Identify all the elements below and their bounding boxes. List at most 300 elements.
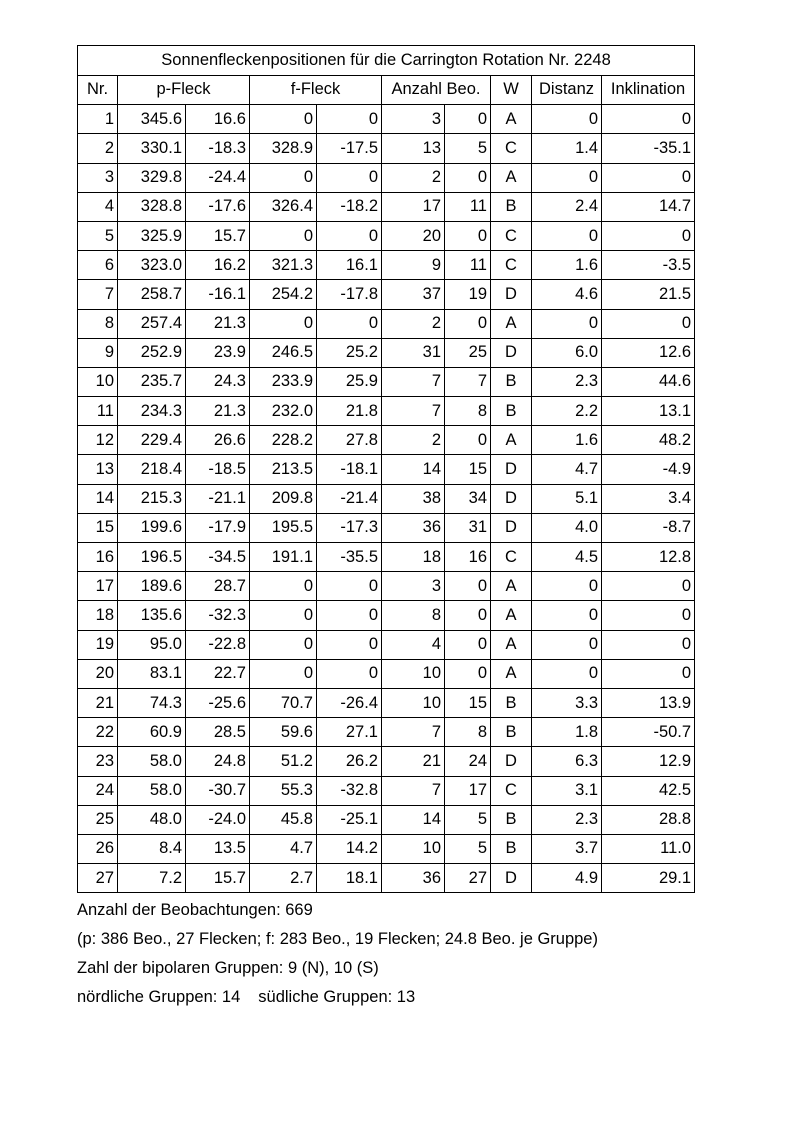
cell-f-lon: 70.7	[250, 688, 317, 717]
cell-w-class: D	[491, 338, 532, 367]
cell-count-p: 3	[382, 572, 445, 601]
cell-f-lat: 18.1	[317, 864, 382, 893]
cell-nr: 1	[78, 105, 118, 134]
table-row	[78, 776, 695, 805]
cell-inklination: -3.5	[602, 251, 695, 280]
cell-count-f: 16	[445, 543, 491, 572]
cell-nr: 11	[78, 397, 118, 426]
cell-p-lat: -17.6	[186, 192, 250, 221]
cell-nr: 12	[78, 426, 118, 455]
cell-count-f: 0	[445, 630, 491, 659]
cell-p-lat: -16.1	[186, 280, 250, 309]
cell-distanz: 3.3	[532, 688, 602, 717]
cell-p-lat: 15.7	[186, 221, 250, 250]
cell-p-lon: 58.0	[118, 747, 186, 776]
cell-distanz: 3.7	[532, 834, 602, 863]
cell-distanz: 0	[532, 572, 602, 601]
cell-distanz: 4.9	[532, 864, 602, 893]
cell-f-lon: 254.2	[250, 280, 317, 309]
cell-f-lon: 0	[250, 601, 317, 630]
cell-p-lat: 23.9	[186, 338, 250, 367]
sunspot-table-sheet	[77, 45, 694, 1012]
cell-p-lon: 7.2	[118, 864, 186, 893]
header-p-fleck: p-Fleck	[118, 75, 250, 105]
cell-w-class: A	[491, 163, 532, 192]
cell-count-p: 31	[382, 338, 445, 367]
cell-w-class: D	[491, 513, 532, 542]
cell-p-lat: -21.1	[186, 484, 250, 513]
cell-f-lat: 26.2	[317, 747, 382, 776]
cell-p-lon: 330.1	[118, 134, 186, 163]
cell-p-lat: 16.2	[186, 251, 250, 280]
cell-p-lon: 135.6	[118, 601, 186, 630]
cell-f-lat: 27.1	[317, 718, 382, 747]
cell-w-class: D	[491, 280, 532, 309]
cell-f-lat: -17.8	[317, 280, 382, 309]
cell-p-lon: 60.9	[118, 718, 186, 747]
cell-distanz: 0	[532, 105, 602, 134]
table-row	[78, 134, 695, 163]
cell-inklination: 48.2	[602, 426, 695, 455]
cell-w-class: B	[491, 834, 532, 863]
table-row	[78, 572, 695, 601]
cell-count-p: 10	[382, 659, 445, 688]
cell-w-class: B	[491, 367, 532, 396]
cell-count-f: 5	[445, 134, 491, 163]
cell-distanz: 6.0	[532, 338, 602, 367]
cell-count-p: 36	[382, 864, 445, 893]
cell-p-lon: 196.5	[118, 543, 186, 572]
cell-inklination: 11.0	[602, 834, 695, 863]
cell-f-lon: 0	[250, 572, 317, 601]
cell-f-lat: 16.1	[317, 251, 382, 280]
cell-inklination: 0	[602, 163, 695, 192]
cell-count-f: 27	[445, 864, 491, 893]
cell-distanz: 5.1	[532, 484, 602, 513]
cell-count-f: 0	[445, 221, 491, 250]
cell-p-lon: 229.4	[118, 426, 186, 455]
header-w: W	[491, 75, 532, 105]
table-row	[78, 747, 695, 776]
cell-distanz: 2.3	[532, 805, 602, 834]
cell-count-f: 8	[445, 718, 491, 747]
cell-count-f: 24	[445, 747, 491, 776]
cell-nr: 25	[78, 805, 118, 834]
cell-f-lon: 328.9	[250, 134, 317, 163]
cell-f-lon: 228.2	[250, 426, 317, 455]
cell-f-lat: -18.2	[317, 192, 382, 221]
cell-f-lat: -21.4	[317, 484, 382, 513]
cell-distanz: 1.6	[532, 426, 602, 455]
cell-nr: 15	[78, 513, 118, 542]
cell-count-p: 3	[382, 105, 445, 134]
cell-p-lon: 74.3	[118, 688, 186, 717]
cell-inklination: 42.5	[602, 776, 695, 805]
table-row	[78, 163, 695, 192]
cell-inklination: 12.9	[602, 747, 695, 776]
cell-count-f: 0	[445, 601, 491, 630]
cell-nr: 8	[78, 309, 118, 338]
cell-p-lon: 8.4	[118, 834, 186, 863]
cell-f-lon: 191.1	[250, 543, 317, 572]
cell-w-class: B	[491, 192, 532, 221]
cell-p-lat: 21.3	[186, 397, 250, 426]
cell-nr: 17	[78, 572, 118, 601]
cell-count-p: 14	[382, 455, 445, 484]
cell-count-f: 0	[445, 572, 491, 601]
cell-f-lon: 326.4	[250, 192, 317, 221]
cell-p-lat: 15.7	[186, 864, 250, 893]
cell-inklination: 21.5	[602, 280, 695, 309]
cell-f-lon: 0	[250, 163, 317, 192]
cell-p-lon: 215.3	[118, 484, 186, 513]
cell-inklination: 12.8	[602, 543, 695, 572]
cell-distanz: 0	[532, 630, 602, 659]
cell-f-lon: 0	[250, 630, 317, 659]
cell-p-lon: 58.0	[118, 776, 186, 805]
table-row	[78, 805, 695, 834]
cell-distanz: 4.0	[532, 513, 602, 542]
cell-nr: 23	[78, 747, 118, 776]
cell-inklination: 0	[602, 309, 695, 338]
cell-f-lat: 21.8	[317, 397, 382, 426]
cell-distanz: 1.8	[532, 718, 602, 747]
cell-p-lat: -25.6	[186, 688, 250, 717]
cell-w-class: A	[491, 105, 532, 134]
cell-f-lon: 55.3	[250, 776, 317, 805]
header-row	[78, 75, 695, 105]
cell-nr: 2	[78, 134, 118, 163]
cell-w-class: D	[491, 864, 532, 893]
cell-distanz: 6.3	[532, 747, 602, 776]
table-row	[78, 484, 695, 513]
cell-w-class: A	[491, 630, 532, 659]
cell-p-lat: 22.7	[186, 659, 250, 688]
cell-distanz: 0	[532, 309, 602, 338]
cell-count-p: 4	[382, 630, 445, 659]
cell-p-lat: -32.3	[186, 601, 250, 630]
cell-w-class: B	[491, 718, 532, 747]
cell-distanz: 4.7	[532, 455, 602, 484]
cell-p-lat: -24.4	[186, 163, 250, 192]
table-row	[78, 251, 695, 280]
cell-p-lat: 24.3	[186, 367, 250, 396]
cell-inklination: 13.1	[602, 397, 695, 426]
table-row	[78, 513, 695, 542]
header-nr: Nr.	[78, 75, 118, 105]
cell-distanz: 0	[532, 221, 602, 250]
table-row	[78, 834, 695, 863]
note-observation-breakdown: (p: 386 Beo., 27 Flecken; f: 283 Beo., 19 Flecken; 24.8 Beo. je Gruppe)	[77, 930, 598, 949]
cell-f-lat: -17.5	[317, 134, 382, 163]
cell-distanz: 3.1	[532, 776, 602, 805]
cell-count-p: 7	[382, 367, 445, 396]
cell-p-lon: 83.1	[118, 659, 186, 688]
cell-distanz: 0	[532, 659, 602, 688]
cell-count-f: 0	[445, 309, 491, 338]
cell-f-lat: -17.3	[317, 513, 382, 542]
note-southern-groups: südliche Gruppen: 13	[258, 988, 416, 1007]
cell-f-lat: 0	[317, 601, 382, 630]
cell-count-p: 17	[382, 192, 445, 221]
cell-inklination: 0	[602, 572, 695, 601]
table-row	[78, 688, 695, 717]
cell-distanz: 2.4	[532, 192, 602, 221]
cell-distanz: 1.4	[532, 134, 602, 163]
table-row	[78, 455, 695, 484]
cell-f-lat: 0	[317, 309, 382, 338]
cell-p-lon: 48.0	[118, 805, 186, 834]
cell-w-class: D	[491, 455, 532, 484]
cell-count-f: 31	[445, 513, 491, 542]
cell-f-lon: 213.5	[250, 455, 317, 484]
cell-f-lon: 246.5	[250, 338, 317, 367]
table-row	[78, 601, 695, 630]
cell-count-p: 36	[382, 513, 445, 542]
cell-inklination: -50.7	[602, 718, 695, 747]
cell-inklination: 0	[602, 105, 695, 134]
cell-count-f: 5	[445, 834, 491, 863]
cell-f-lon: 51.2	[250, 747, 317, 776]
cell-w-class: B	[491, 397, 532, 426]
cell-count-f: 11	[445, 251, 491, 280]
cell-f-lat: -25.1	[317, 805, 382, 834]
note-northern-groups: nördliche Gruppen: 14	[77, 988, 241, 1007]
cell-p-lat: 28.5	[186, 718, 250, 747]
cell-p-lon: 328.8	[118, 192, 186, 221]
cell-p-lat: 13.5	[186, 834, 250, 863]
cell-count-p: 10	[382, 688, 445, 717]
cell-f-lon: 2.7	[250, 864, 317, 893]
cell-distanz: 0	[532, 601, 602, 630]
cell-distanz: 2.2	[532, 397, 602, 426]
cell-inklination: 3.4	[602, 484, 695, 513]
cell-inklination: -4.9	[602, 455, 695, 484]
cell-count-f: 0	[445, 163, 491, 192]
table-title: Sonnenfleckenpositionen für die Carrington Rotation Nr. 2248	[78, 46, 695, 76]
cell-count-p: 14	[382, 805, 445, 834]
cell-p-lon: 329.8	[118, 163, 186, 192]
cell-p-lon: 234.3	[118, 397, 186, 426]
cell-w-class: B	[491, 688, 532, 717]
cell-count-p: 21	[382, 747, 445, 776]
cell-f-lon: 0	[250, 659, 317, 688]
cell-w-class: A	[491, 601, 532, 630]
cell-count-f: 11	[445, 192, 491, 221]
cell-p-lat: -18.3	[186, 134, 250, 163]
cell-f-lat: 0	[317, 221, 382, 250]
cell-f-lon: 195.5	[250, 513, 317, 542]
cell-count-f: 5	[445, 805, 491, 834]
cell-count-p: 8	[382, 601, 445, 630]
cell-p-lat: 24.8	[186, 747, 250, 776]
cell-p-lat: -30.7	[186, 776, 250, 805]
cell-inklination: 12.6	[602, 338, 695, 367]
cell-count-p: 7	[382, 397, 445, 426]
note-total-observations: Anzahl der Beobachtungen: 669	[77, 901, 313, 920]
header-anzahl-beo: Anzahl Beo.	[382, 75, 491, 105]
cell-count-p: 9	[382, 251, 445, 280]
cell-f-lon: 0	[250, 309, 317, 338]
cell-p-lon: 95.0	[118, 630, 186, 659]
cell-p-lon: 218.4	[118, 455, 186, 484]
cell-inklination: 29.1	[602, 864, 695, 893]
cell-count-f: 15	[445, 688, 491, 717]
cell-count-p: 2	[382, 426, 445, 455]
cell-w-class: A	[491, 426, 532, 455]
cell-count-p: 18	[382, 543, 445, 572]
cell-nr: 24	[78, 776, 118, 805]
cell-distanz: 0	[532, 163, 602, 192]
cell-count-f: 15	[445, 455, 491, 484]
cell-count-p: 13	[382, 134, 445, 163]
cell-p-lat: 28.7	[186, 572, 250, 601]
cell-p-lon: 189.6	[118, 572, 186, 601]
cell-f-lat: -32.8	[317, 776, 382, 805]
cell-p-lon: 257.4	[118, 309, 186, 338]
cell-nr: 5	[78, 221, 118, 250]
cell-count-f: 25	[445, 338, 491, 367]
table-row	[78, 105, 695, 134]
cell-p-lon: 235.7	[118, 367, 186, 396]
cell-count-f: 0	[445, 659, 491, 688]
cell-w-class: C	[491, 776, 532, 805]
cell-inklination: 14.7	[602, 192, 695, 221]
cell-inklination: 44.6	[602, 367, 695, 396]
cell-distanz: 4.5	[532, 543, 602, 572]
cell-p-lat: -18.5	[186, 455, 250, 484]
cell-f-lat: 0	[317, 572, 382, 601]
cell-p-lat: 21.3	[186, 309, 250, 338]
table-row	[78, 192, 695, 221]
header-inklination: Inklination	[602, 75, 695, 105]
cell-p-lat: -22.8	[186, 630, 250, 659]
table-row	[78, 543, 695, 572]
note-bipolar-groups: Zahl der bipolaren Gruppen: 9 (N), 10 (S)	[77, 959, 379, 978]
cell-f-lon: 59.6	[250, 718, 317, 747]
cell-nr: 21	[78, 688, 118, 717]
cell-nr: 6	[78, 251, 118, 280]
cell-nr: 18	[78, 601, 118, 630]
cell-count-f: 8	[445, 397, 491, 426]
cell-nr: 16	[78, 543, 118, 572]
cell-w-class: A	[491, 572, 532, 601]
cell-f-lat: -35.5	[317, 543, 382, 572]
cell-p-lon: 345.6	[118, 105, 186, 134]
cell-inklination: 0	[602, 221, 695, 250]
cell-f-lon: 209.8	[250, 484, 317, 513]
cell-f-lat: 25.2	[317, 338, 382, 367]
header-f-fleck: f-Fleck	[250, 75, 382, 105]
cell-nr: 27	[78, 864, 118, 893]
cell-w-class: B	[491, 805, 532, 834]
cell-count-f: 0	[445, 105, 491, 134]
table-row	[78, 309, 695, 338]
table-row	[78, 864, 695, 893]
cell-nr: 4	[78, 192, 118, 221]
cell-distanz: 2.3	[532, 367, 602, 396]
cell-w-class: A	[491, 309, 532, 338]
table-row	[78, 718, 695, 747]
cell-p-lat: 16.6	[186, 105, 250, 134]
cell-w-class: D	[491, 747, 532, 776]
sunspot-table	[77, 45, 695, 893]
note-hemisphere-groups	[77, 983, 694, 1012]
cell-p-lon: 323.0	[118, 251, 186, 280]
cell-inklination: 0	[602, 630, 695, 659]
cell-w-class: C	[491, 543, 532, 572]
cell-nr: 13	[78, 455, 118, 484]
table-row	[78, 367, 695, 396]
cell-count-p: 7	[382, 776, 445, 805]
cell-nr: 20	[78, 659, 118, 688]
cell-inklination: 13.9	[602, 688, 695, 717]
cell-nr: 3	[78, 163, 118, 192]
cell-f-lon: 232.0	[250, 397, 317, 426]
cell-count-p: 2	[382, 309, 445, 338]
cell-count-f: 0	[445, 426, 491, 455]
header-distanz: Distanz	[532, 75, 602, 105]
cell-w-class: C	[491, 251, 532, 280]
cell-inklination: 28.8	[602, 805, 695, 834]
cell-p-lon: 258.7	[118, 280, 186, 309]
cell-f-lat: 0	[317, 163, 382, 192]
cell-nr: 14	[78, 484, 118, 513]
cell-distanz: 1.6	[532, 251, 602, 280]
cell-nr: 10	[78, 367, 118, 396]
cell-f-lat: 0	[317, 105, 382, 134]
cell-w-class: D	[491, 484, 532, 513]
cell-p-lat: 26.6	[186, 426, 250, 455]
cell-nr: 22	[78, 718, 118, 747]
cell-w-class: C	[491, 134, 532, 163]
table-row	[78, 338, 695, 367]
cell-f-lat: 0	[317, 630, 382, 659]
cell-f-lon: 45.8	[250, 805, 317, 834]
cell-p-lat: -17.9	[186, 513, 250, 542]
cell-count-p: 10	[382, 834, 445, 863]
cell-p-lon: 252.9	[118, 338, 186, 367]
table-row	[78, 659, 695, 688]
cell-count-p: 2	[382, 163, 445, 192]
cell-f-lat: 25.9	[317, 367, 382, 396]
cell-f-lon: 4.7	[250, 834, 317, 863]
cell-nr: 9	[78, 338, 118, 367]
cell-inklination: -35.1	[602, 134, 695, 163]
cell-f-lon: 0	[250, 221, 317, 250]
table-row	[78, 280, 695, 309]
cell-f-lat: 14.2	[317, 834, 382, 863]
cell-f-lon: 0	[250, 105, 317, 134]
table-row	[78, 397, 695, 426]
table-row	[78, 221, 695, 250]
cell-f-lon: 321.3	[250, 251, 317, 280]
cell-p-lon: 199.6	[118, 513, 186, 542]
cell-f-lat: -18.1	[317, 455, 382, 484]
cell-nr: 19	[78, 630, 118, 659]
cell-nr: 26	[78, 834, 118, 863]
cell-count-f: 34	[445, 484, 491, 513]
cell-count-p: 20	[382, 221, 445, 250]
cell-inklination: -8.7	[602, 513, 695, 542]
cell-distanz: 4.6	[532, 280, 602, 309]
cell-count-p: 38	[382, 484, 445, 513]
cell-count-f: 19	[445, 280, 491, 309]
cell-count-p: 37	[382, 280, 445, 309]
cell-inklination: 0	[602, 659, 695, 688]
cell-f-lat: 0	[317, 659, 382, 688]
cell-f-lat: 27.8	[317, 426, 382, 455]
